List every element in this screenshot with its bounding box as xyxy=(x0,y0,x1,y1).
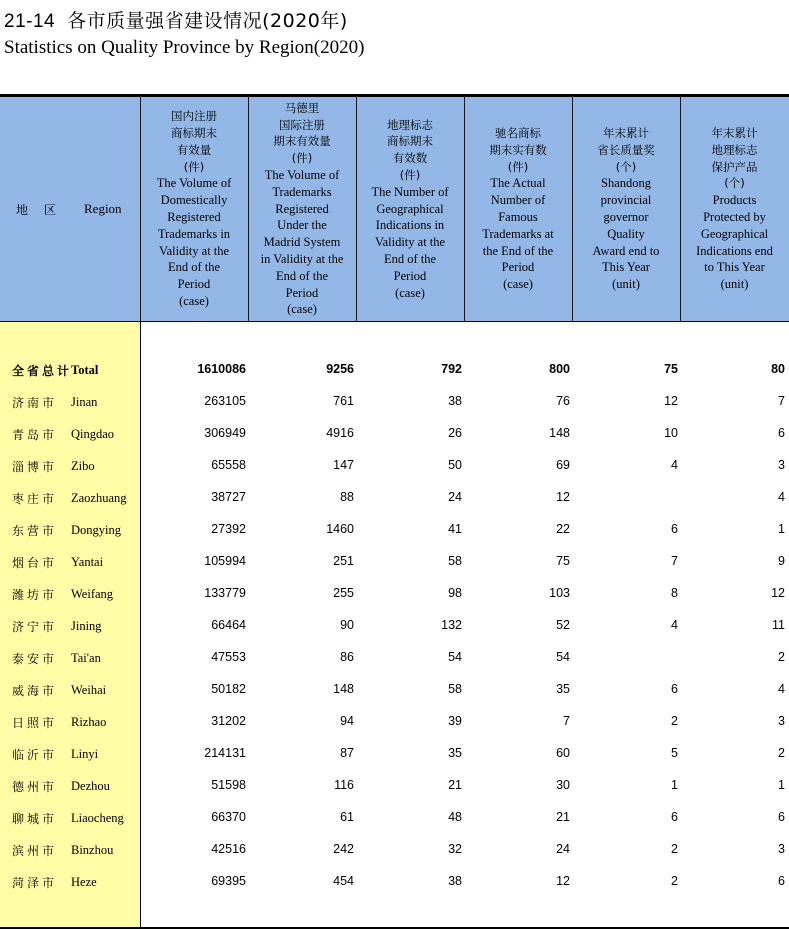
row-value-col-6: 4 xyxy=(778,682,785,696)
row-region-cn: 泰安市 xyxy=(12,652,58,666)
header-col-2-en-line: End of the xyxy=(275,268,329,283)
header-col-separator xyxy=(680,97,681,321)
row-value-col-2: 251 xyxy=(333,554,354,568)
header-col-2-en-line: (case) xyxy=(287,302,317,317)
row-value-col-5: 4 xyxy=(671,458,678,472)
row-value-col-1: 47553 xyxy=(211,650,246,664)
table-row xyxy=(0,770,789,802)
row-region-en: Heze xyxy=(71,875,97,889)
row-value-col-6: 11 xyxy=(772,618,785,632)
row-value-col-3: 132 xyxy=(441,618,462,632)
table-title-en: Statistics on Quality Province by Region(2020) xyxy=(4,37,365,58)
row-value-col-5: 4 xyxy=(671,618,678,632)
row-region-cn: 菏泽市 xyxy=(12,876,58,890)
row-region-en: Weifang xyxy=(71,587,114,601)
row-region-en: Yantai xyxy=(71,555,104,569)
row-value-col-4: 21 xyxy=(556,810,570,824)
row-value-col-2: 86 xyxy=(340,650,354,664)
row-value-col-1: 105994 xyxy=(204,554,246,568)
header-col-5-en-line: Quality xyxy=(607,226,645,241)
row-value-col-2: 88 xyxy=(340,490,354,504)
table-row xyxy=(0,514,789,546)
row-value-col-4: 60 xyxy=(556,746,570,760)
row-value-col-4: 7 xyxy=(563,714,570,728)
header-col-5-en-line: Award end to xyxy=(592,243,660,258)
header-col-5-cn-line: (个) xyxy=(615,159,637,174)
row-value-col-2: 255 xyxy=(333,586,354,600)
row-value-col-1: 306949 xyxy=(204,426,246,440)
row-value-col-1: 214131 xyxy=(204,746,246,760)
header-col-2-en-line: Period xyxy=(285,285,319,300)
table-row xyxy=(0,610,789,642)
row-value-col-1: 66370 xyxy=(211,810,246,824)
header-col-2-en-line: Trademarks xyxy=(272,184,332,199)
row-region-cn: 临沂市 xyxy=(12,748,58,762)
row-value-col-5: 2 xyxy=(671,874,678,888)
header-col-1-en-line: (case) xyxy=(179,293,209,308)
row-region-en: Weihai xyxy=(71,683,107,697)
header-col-6-cn-line: 保护产品 xyxy=(711,159,758,174)
row-region-cn: 东营市 xyxy=(12,524,58,538)
header-col-1-en-line: End of the xyxy=(167,260,221,275)
row-value-col-5: 6 xyxy=(671,682,678,696)
row-region-cn: 枣庄市 xyxy=(12,492,58,506)
row-value-col-1: 42516 xyxy=(211,842,246,856)
row-value-col-6: 4 xyxy=(778,490,785,504)
row-value-col-3: 32 xyxy=(448,842,462,856)
header-col-separator xyxy=(140,97,141,321)
row-region-cn: 滨州市 xyxy=(12,844,58,858)
row-value-col-2: 9256 xyxy=(326,362,354,376)
row-value-col-1: 31202 xyxy=(211,714,246,728)
header-col-4-cn-line: 驰名商标 xyxy=(495,126,541,141)
row-value-col-6: 9 xyxy=(778,554,785,568)
row-region-en: Tai'an xyxy=(71,651,101,665)
row-value-col-6: 3 xyxy=(778,714,785,728)
header-col-1-en-line: Validity at the xyxy=(158,243,230,258)
table-row xyxy=(0,834,789,866)
header-col-separator xyxy=(572,97,573,321)
header-col-1-cn-line: 国内注册 xyxy=(171,109,217,124)
row-region-en: Jinan xyxy=(71,395,98,409)
table-bottom-rule xyxy=(0,927,789,929)
table-row xyxy=(0,642,789,674)
row-value-col-4: 22 xyxy=(556,522,570,536)
row-value-col-4: 148 xyxy=(549,426,570,440)
header-col-5 xyxy=(572,97,680,321)
header-col-6-en-line: Indications end xyxy=(696,243,773,258)
header-col-3-en-line: The Number of xyxy=(371,184,449,199)
table-header xyxy=(0,97,789,321)
header-region-en: Region xyxy=(84,201,122,216)
row-value-col-2: 242 xyxy=(333,842,354,856)
row-value-col-4: 69 xyxy=(556,458,570,472)
header-col-6-en-line: Products xyxy=(712,193,757,208)
header-col-4-en-line: Famous xyxy=(498,210,538,224)
row-value-col-6: 6 xyxy=(778,874,785,888)
row-value-col-1: 27392 xyxy=(211,522,246,536)
header-col-2-cn-line: 国际注册 xyxy=(279,117,325,132)
header-col-1-cn-line: 商标期末 xyxy=(171,126,217,141)
header-col-4-cn-line: (件) xyxy=(507,159,529,174)
row-region-en: Binzhou xyxy=(71,843,114,857)
header-col-4-en-line: Period xyxy=(501,260,535,275)
row-value-col-1: 1610086 xyxy=(197,362,246,376)
header-col-6-en-line: to This Year xyxy=(704,260,765,275)
header-col-4-en-line: the End of the xyxy=(482,243,554,258)
row-value-col-6: 6 xyxy=(778,810,785,824)
row-region-en: Zaozhuang xyxy=(71,491,127,505)
row-value-col-4: 24 xyxy=(556,842,570,856)
row-value-col-3: 26 xyxy=(448,426,462,440)
header-col-3-en-line: End of the xyxy=(383,251,437,266)
header-col-1-en-line: The Volume of xyxy=(156,176,232,191)
row-value-col-3: 58 xyxy=(448,682,462,696)
header-col-2-en-line: Under the xyxy=(277,218,327,233)
row-value-col-1: 65558 xyxy=(211,458,246,472)
row-value-col-3: 50 xyxy=(448,458,462,472)
row-value-col-6: 7 xyxy=(778,394,785,408)
table-row xyxy=(0,802,789,834)
row-region-en: Jining xyxy=(71,619,102,633)
row-region-en: Total xyxy=(71,363,99,377)
row-value-col-6: 6 xyxy=(778,426,785,440)
row-value-col-4: 54 xyxy=(556,650,570,664)
header-col-1 xyxy=(140,97,248,321)
row-value-col-2: 148 xyxy=(333,682,354,696)
row-value-col-5: 5 xyxy=(671,746,678,760)
row-region-cn: 济南市 xyxy=(12,396,58,410)
row-value-col-3: 39 xyxy=(448,714,462,728)
row-value-col-3: 24 xyxy=(448,490,462,504)
header-col-3-en-line: Validity at the xyxy=(374,235,446,250)
header-col-1-cn-line: 有效量 xyxy=(176,142,212,157)
table-row xyxy=(0,706,789,738)
header-col-1-en-line: Domestically xyxy=(160,193,228,208)
row-region-cn: 日照市 xyxy=(12,716,58,730)
table-row xyxy=(0,418,789,450)
row-value-col-1: 263105 xyxy=(204,394,246,408)
row-region-cn: 烟台市 xyxy=(12,556,58,570)
table-title-cn-text: 各市质量强省建设情况(2020年) xyxy=(67,10,348,32)
table-row xyxy=(0,386,789,418)
header-col-5-en-line: This Year xyxy=(602,260,650,275)
row-value-col-1: 69395 xyxy=(211,874,246,888)
row-value-col-1: 38727 xyxy=(211,490,246,504)
row-value-col-6: 80 xyxy=(771,362,785,376)
header-col-6-cn-line: (个) xyxy=(724,176,745,191)
header-col-separator xyxy=(464,97,465,321)
header-col-2-cn-line: 期末有效量 xyxy=(273,134,331,149)
row-value-col-4: 12 xyxy=(556,490,570,504)
row-value-col-5: 7 xyxy=(671,554,678,568)
row-value-col-3: 98 xyxy=(448,586,462,600)
header-col-6-cn-line: 地理标志 xyxy=(711,142,758,157)
table-row xyxy=(0,674,789,706)
header-region-cn: 地 区 xyxy=(16,202,62,217)
row-value-col-2: 87 xyxy=(340,746,354,760)
row-value-col-3: 38 xyxy=(448,394,462,408)
row-value-col-5: 2 xyxy=(671,714,678,728)
row-value-col-5: 8 xyxy=(671,586,678,600)
header-col-3-en-line: (case) xyxy=(395,285,425,300)
header-col-4-cn-line: 期末实有数 xyxy=(489,142,547,157)
header-col-6 xyxy=(680,97,789,321)
header-col-3-en-line: Geographical xyxy=(376,201,444,216)
row-value-col-2: 454 xyxy=(333,874,354,888)
header-col-1-en-line: Period xyxy=(177,277,211,292)
table-row xyxy=(0,482,789,514)
header-col-2-en-line: Madrid System xyxy=(263,235,341,250)
header-col-4 xyxy=(464,97,572,321)
table-row xyxy=(0,738,789,770)
row-region-cn: 聊城市 xyxy=(12,812,58,826)
table-row xyxy=(0,450,789,482)
row-value-col-5: 6 xyxy=(671,522,678,536)
row-value-col-3: 792 xyxy=(441,362,462,376)
table-row xyxy=(0,866,789,898)
header-col-2-en-line: in Validity at the xyxy=(260,251,344,266)
row-value-col-4: 30 xyxy=(556,778,570,792)
header-col-2-en-line: Registered xyxy=(275,201,329,216)
header-col-separator xyxy=(248,97,249,321)
row-value-col-3: 21 xyxy=(448,778,462,792)
row-value-col-6: 2 xyxy=(778,746,785,760)
row-value-col-2: 61 xyxy=(340,810,354,824)
header-col-1-cn-line: (件) xyxy=(183,159,205,174)
row-region-en: Dezhou xyxy=(71,779,110,793)
row-value-col-4: 76 xyxy=(556,394,570,408)
row-value-col-4: 35 xyxy=(556,682,570,696)
row-value-col-2: 4916 xyxy=(326,426,354,440)
header-col-1-en-line: Registered xyxy=(167,210,221,224)
row-value-col-4: 103 xyxy=(549,586,570,600)
row-value-col-5: 2 xyxy=(671,842,678,856)
header-col-4-en-line: (case) xyxy=(503,277,533,292)
row-region-en: Rizhao xyxy=(71,715,107,729)
row-value-col-4: 12 xyxy=(556,874,570,888)
header-col-2-en-line: The Volume of xyxy=(264,168,340,182)
row-region-cn: 德州市 xyxy=(12,780,58,794)
row-value-col-2: 90 xyxy=(340,618,354,632)
header-col-6-en-line: Protected by xyxy=(703,210,766,224)
row-region-en: Liaocheng xyxy=(71,811,124,825)
row-value-col-5: 12 xyxy=(664,394,678,408)
row-value-col-4: 52 xyxy=(556,618,570,632)
row-value-col-5: 1 xyxy=(671,778,678,792)
row-value-col-2: 94 xyxy=(340,714,354,728)
row-value-col-2: 761 xyxy=(333,394,354,408)
row-value-col-3: 48 xyxy=(448,810,462,824)
row-region-en: Zibo xyxy=(71,459,95,473)
header-col-3-en-line: Indications in xyxy=(375,218,445,233)
row-value-col-5: 10 xyxy=(664,426,678,440)
row-value-col-1: 51598 xyxy=(211,778,246,792)
table-title-cn xyxy=(4,6,348,33)
row-value-col-2: 116 xyxy=(334,778,354,792)
row-value-col-2: 147 xyxy=(333,458,354,472)
table-row xyxy=(0,546,789,578)
header-col-5-cn-line: 年末累计 xyxy=(603,126,649,141)
total-row xyxy=(0,354,789,386)
header-col-2 xyxy=(248,97,356,321)
row-region-en: Qingdao xyxy=(71,427,115,441)
table-number: 21-14 xyxy=(4,11,56,32)
row-value-col-6: 12 xyxy=(771,586,785,600)
row-value-col-2: 1460 xyxy=(326,522,354,536)
row-value-col-6: 2 xyxy=(778,650,785,664)
header-col-3-cn-line: 有效数 xyxy=(392,151,428,166)
header-col-1-en-line: Trademarks in xyxy=(157,226,231,241)
header-col-5-en-line: provincial xyxy=(600,193,652,208)
row-value-col-3: 54 xyxy=(448,650,462,664)
row-value-col-3: 58 xyxy=(448,554,462,568)
header-col-4-en-line: Number of xyxy=(490,193,546,208)
header-col-4-en-line: The Actual xyxy=(490,176,546,191)
row-value-col-5: 75 xyxy=(664,362,678,376)
header-col-4-en-line: Trademarks at xyxy=(482,226,554,241)
header-col-3-en-line: Period xyxy=(393,268,427,283)
header-col-3 xyxy=(356,97,464,321)
header-col-2-cn-line: 马德里 xyxy=(284,100,320,115)
header-col-2-cn-line: (件) xyxy=(291,151,313,166)
row-value-col-1: 133779 xyxy=(204,586,246,600)
row-region-en: Dongying xyxy=(71,523,121,537)
header-col-6-en-line: Geographical xyxy=(700,226,769,241)
row-value-col-1: 66464 xyxy=(211,618,246,632)
header-col-5-en-line: (unit) xyxy=(612,277,640,292)
header-region xyxy=(0,97,140,321)
row-value-col-6: 3 xyxy=(778,458,785,472)
header-col-3-cn-line: (件) xyxy=(399,168,421,182)
header-col-3-cn-line: 地理标志 xyxy=(387,117,433,132)
header-col-5-cn-line: 省长质量奖 xyxy=(597,142,655,157)
row-value-col-4: 800 xyxy=(549,362,570,376)
row-value-col-1: 50182 xyxy=(211,682,246,696)
row-region-cn: 潍坊市 xyxy=(12,588,58,602)
row-region-cn: 济宁市 xyxy=(12,620,58,634)
row-value-col-3: 35 xyxy=(448,746,462,760)
header-col-separator xyxy=(356,97,357,321)
row-region-cn: 青岛市 xyxy=(12,428,58,442)
row-value-col-3: 38 xyxy=(448,874,462,888)
row-value-col-6: 3 xyxy=(778,842,785,856)
header-col-6-en-line: (unit) xyxy=(720,277,749,292)
row-value-col-6: 1 xyxy=(778,778,785,792)
header-col-6-cn-line: 年末累计 xyxy=(711,126,758,141)
row-region-cn: 威海市 xyxy=(12,684,58,698)
row-value-col-6: 1 xyxy=(778,522,785,536)
row-value-col-3: 41 xyxy=(448,522,462,536)
row-region-cn: 全省总计 xyxy=(12,364,73,378)
row-value-col-4: 75 xyxy=(556,554,570,568)
header-col-3-cn-line: 商标期末 xyxy=(387,134,433,149)
header-col-5-en-line: governor xyxy=(603,210,649,224)
table-row xyxy=(0,578,789,610)
row-region-cn: 淄博市 xyxy=(12,460,58,474)
row-region-en: Linyi xyxy=(71,747,99,761)
row-value-col-5: 6 xyxy=(671,810,678,824)
header-col-5-en-line: Shandong xyxy=(601,176,651,191)
